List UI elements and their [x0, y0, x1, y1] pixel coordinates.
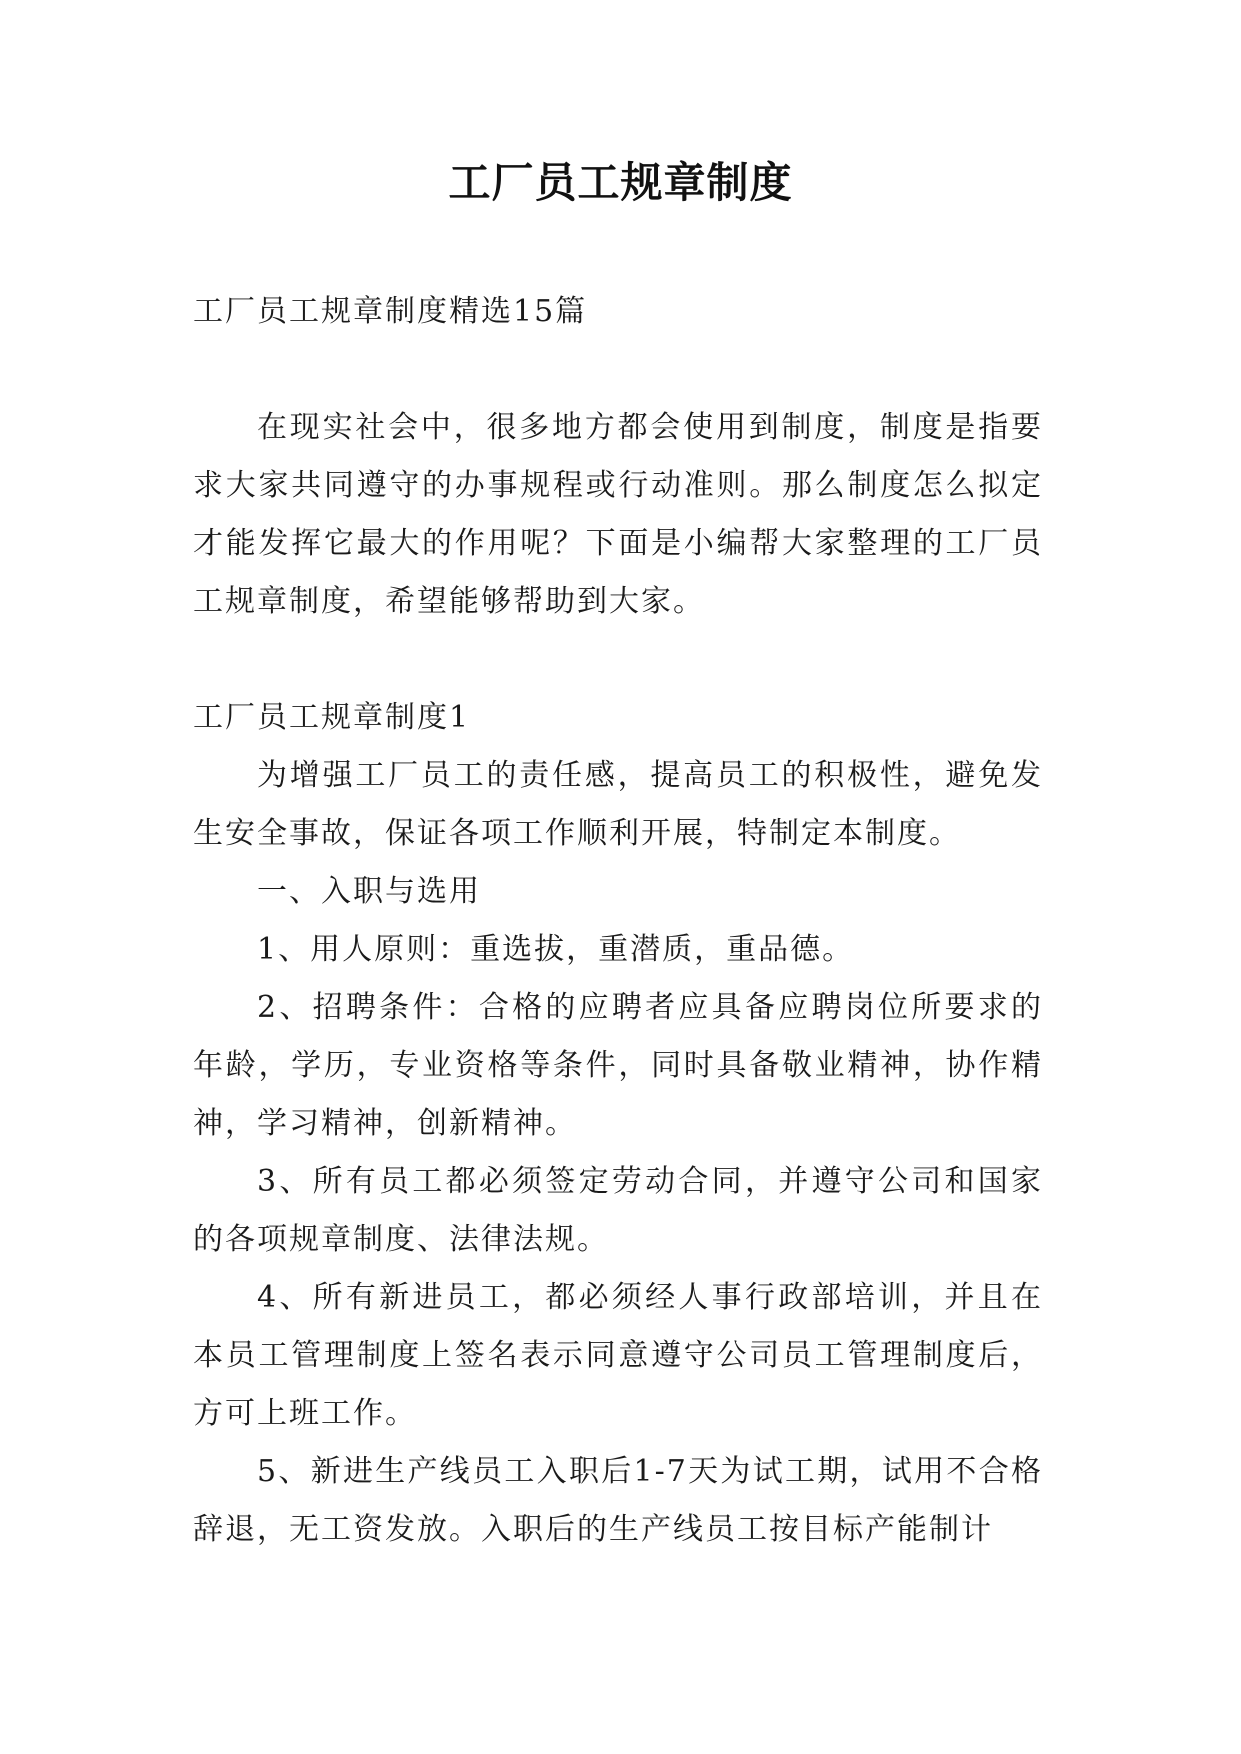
intro-paragraph: 在现实社会中，很多地方都会使用到制度，制度是指要求大家共同遵守的办事规程或行动准则。那么制度怎么拟定才能发挥它最大的作用呢？下面是小编帮大家整理的工厂员工规章制度，希望能够帮助到大家。: [193, 410, 1043, 619]
section-subheading: 一、入职与选用: [257, 874, 481, 909]
section-paragraph: 1、用人原则：重选拔，重潜质，重品德。: [257, 932, 855, 967]
section-paragraph: 5、新进生产线员工入职后1-7天为试工期，试用不合格辞退，无工资发放。入职后的生产线员工按目标产能制计: [193, 1454, 1043, 1547]
document-subtitle: 工厂员工规章制度精选15篇: [193, 294, 588, 329]
section-paragraph: 为增强工厂员工的责任感，提高员工的积极性，避免发生安全事故，保证各项工作顺利开展，特制定本制度。: [193, 758, 1043, 851]
section-paragraph: 2、招聘条件：合格的应聘者应具备应聘岗位所要求的年龄，学历，专业资格等条件，同时具备敬业精神，协作精神，学习精神，创新精神。: [193, 990, 1043, 1141]
section-paragraph: 4、所有新进员工，都必须经人事行政部培训，并且在本员工管理制度上签名表示同意遵守公司员工管理制度后，方可上班工作。: [193, 1280, 1043, 1431]
document-body: [193, 283, 1043, 1559]
spacer: [193, 341, 1043, 399]
spacer: [193, 631, 1043, 689]
section-paragraph: 3、所有员工都必须签定劳动合同，并遵守公司和国家的各项规章制度、法律法规。: [193, 1164, 1043, 1257]
section-heading: 工厂员工规章制度1: [193, 700, 471, 735]
document-title: 工厂员工规章制度: [448, 158, 793, 207]
